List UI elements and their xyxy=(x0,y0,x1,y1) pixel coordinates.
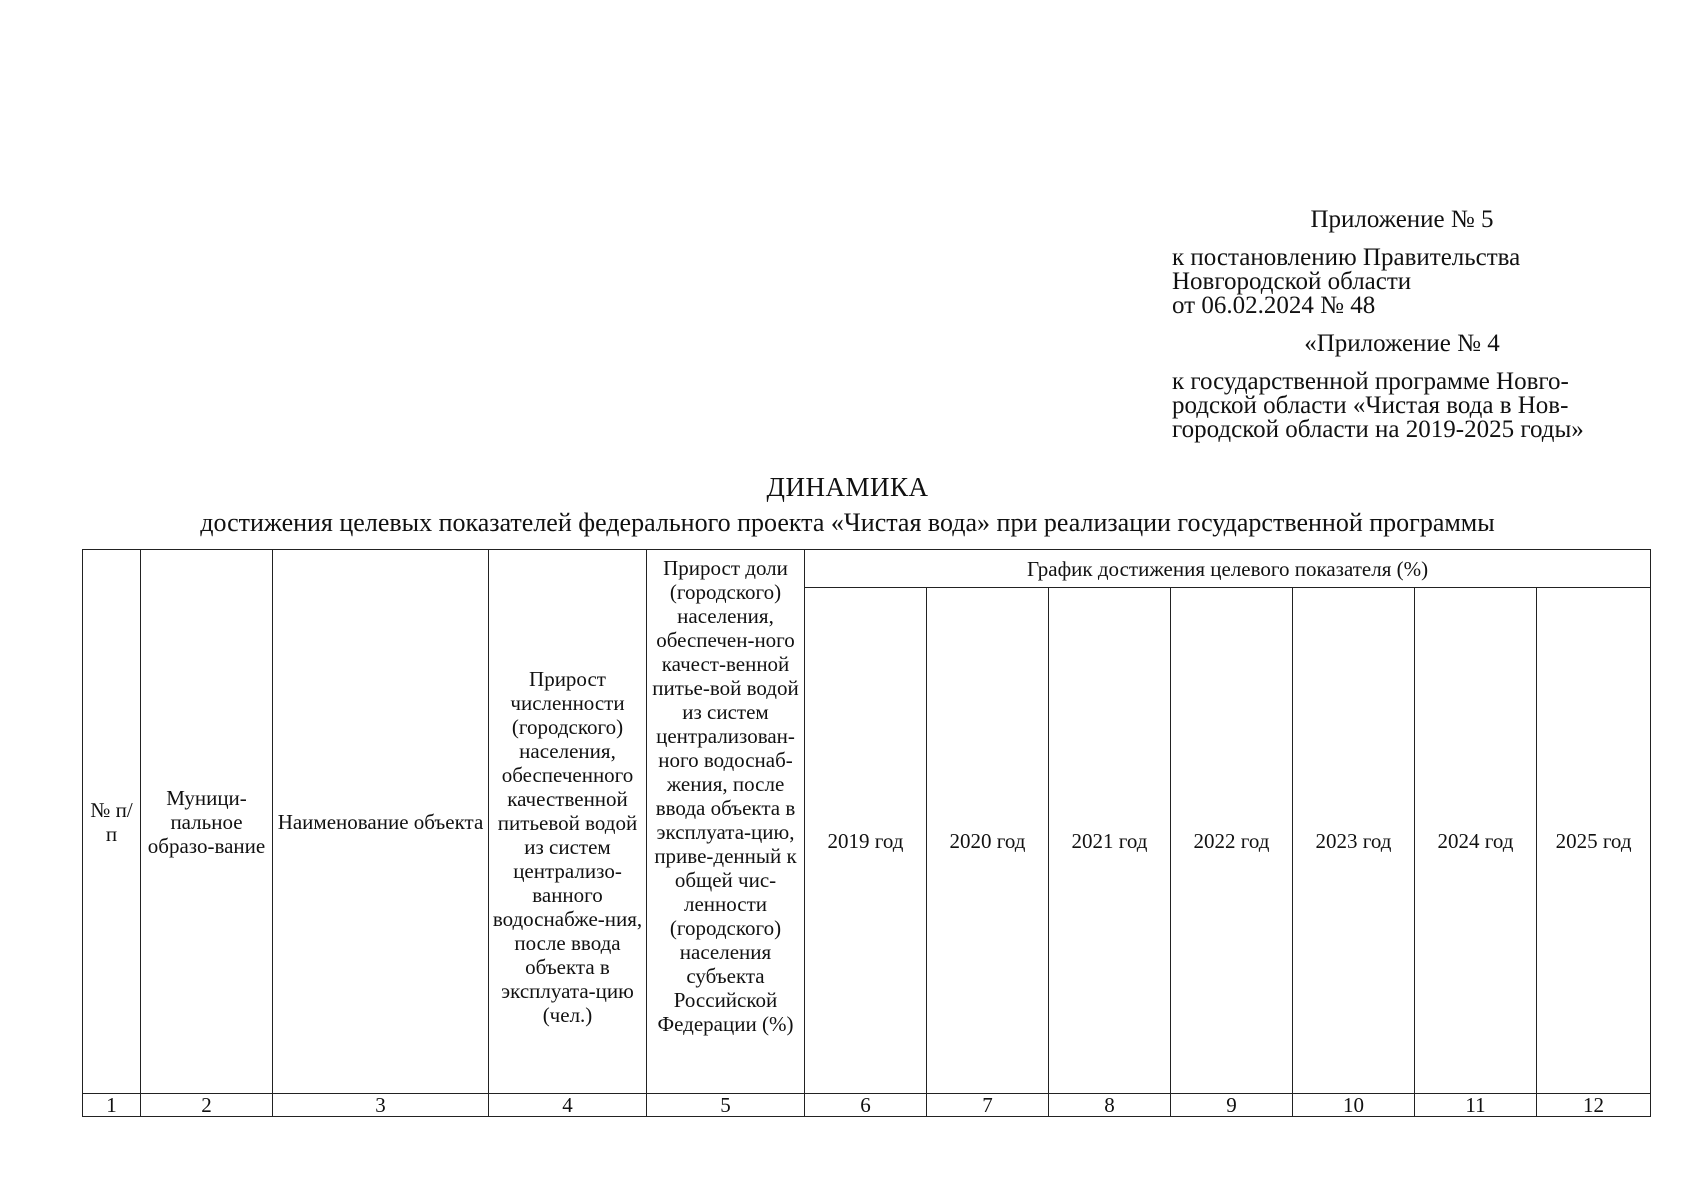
col-header-population-growth: Прирост численности (городского) населения, обеспеченного качественной питьевой водой из систем централизо-ванного водоснабже-ния, после ввода объекта в эксплуата-цию (чел.) xyxy=(489,550,647,1094)
column-number: 4 xyxy=(489,1094,647,1117)
col-header-object-name: Наименование объекта xyxy=(273,550,489,1094)
col-header-year-2023: 2023 год xyxy=(1293,588,1415,1094)
col-header-year-2024: 2024 год xyxy=(1415,588,1537,1094)
program-line-2: родской области «Чистая вода в Нов- xyxy=(1172,392,1569,419)
column-number: 10 xyxy=(1293,1094,1415,1117)
col-header-schedule-group: График достижения целевого показателя (%) xyxy=(805,550,1651,588)
indicators-table xyxy=(82,549,1651,1117)
col-header-year-2020: 2020 год xyxy=(927,588,1049,1094)
col-header-year-2019: 2019 год xyxy=(805,588,927,1094)
col-header-share-growth: Прирост доли (городского) населения, обеспечен-ного качест-венной питье-вой водой из систем централизован-ного водоснаб-жения, после ввода объекта в эксплуата-цию, приве-денный к общей чис-ленности (городского) населения субъекта Российской Федерации (%) xyxy=(647,550,805,1094)
column-number-row xyxy=(83,1094,1651,1117)
col-header-year-2022: 2022 год xyxy=(1171,588,1293,1094)
inner-appendix-title: «Приложение № 4 xyxy=(1304,330,1500,357)
column-number: 6 xyxy=(805,1094,927,1117)
appendix-title: Приложение № 5 xyxy=(1310,206,1494,233)
column-number: 3 xyxy=(273,1094,489,1117)
decree-line-2: Новгородской области xyxy=(1172,268,1412,295)
col-header-year-2021: 2021 год xyxy=(1049,588,1171,1094)
column-number: 7 xyxy=(927,1094,1049,1117)
program-line-3: городской области на 2019-2025 годы» xyxy=(1172,416,1584,443)
col-header-municipality: Муници-пальное образо-вание xyxy=(141,550,273,1094)
column-number: 11 xyxy=(1415,1094,1537,1117)
col-header-year-2025: 2025 год xyxy=(1537,588,1651,1094)
approval-block xyxy=(1172,208,1642,442)
program-line-1: к государственной программе Новго- xyxy=(1172,368,1569,395)
decree-line-1: к постановлению Правительства xyxy=(1172,244,1521,271)
column-number: 2 xyxy=(141,1094,273,1117)
column-number: 8 xyxy=(1049,1094,1171,1117)
column-number: 9 xyxy=(1171,1094,1293,1117)
column-number: 12 xyxy=(1537,1094,1651,1117)
column-number: 1 xyxy=(83,1094,141,1117)
decree-line-3: от 06.02.2024 № 48 xyxy=(1172,292,1376,319)
col-header-number: № п/п xyxy=(83,550,141,1094)
document-subtitle: достижения целевых показателей федерального проекта «Чистая вода» при реализации государственной программы xyxy=(200,508,1495,537)
column-number: 5 xyxy=(647,1094,805,1117)
document-title: ДИНАМИКА xyxy=(766,472,929,502)
